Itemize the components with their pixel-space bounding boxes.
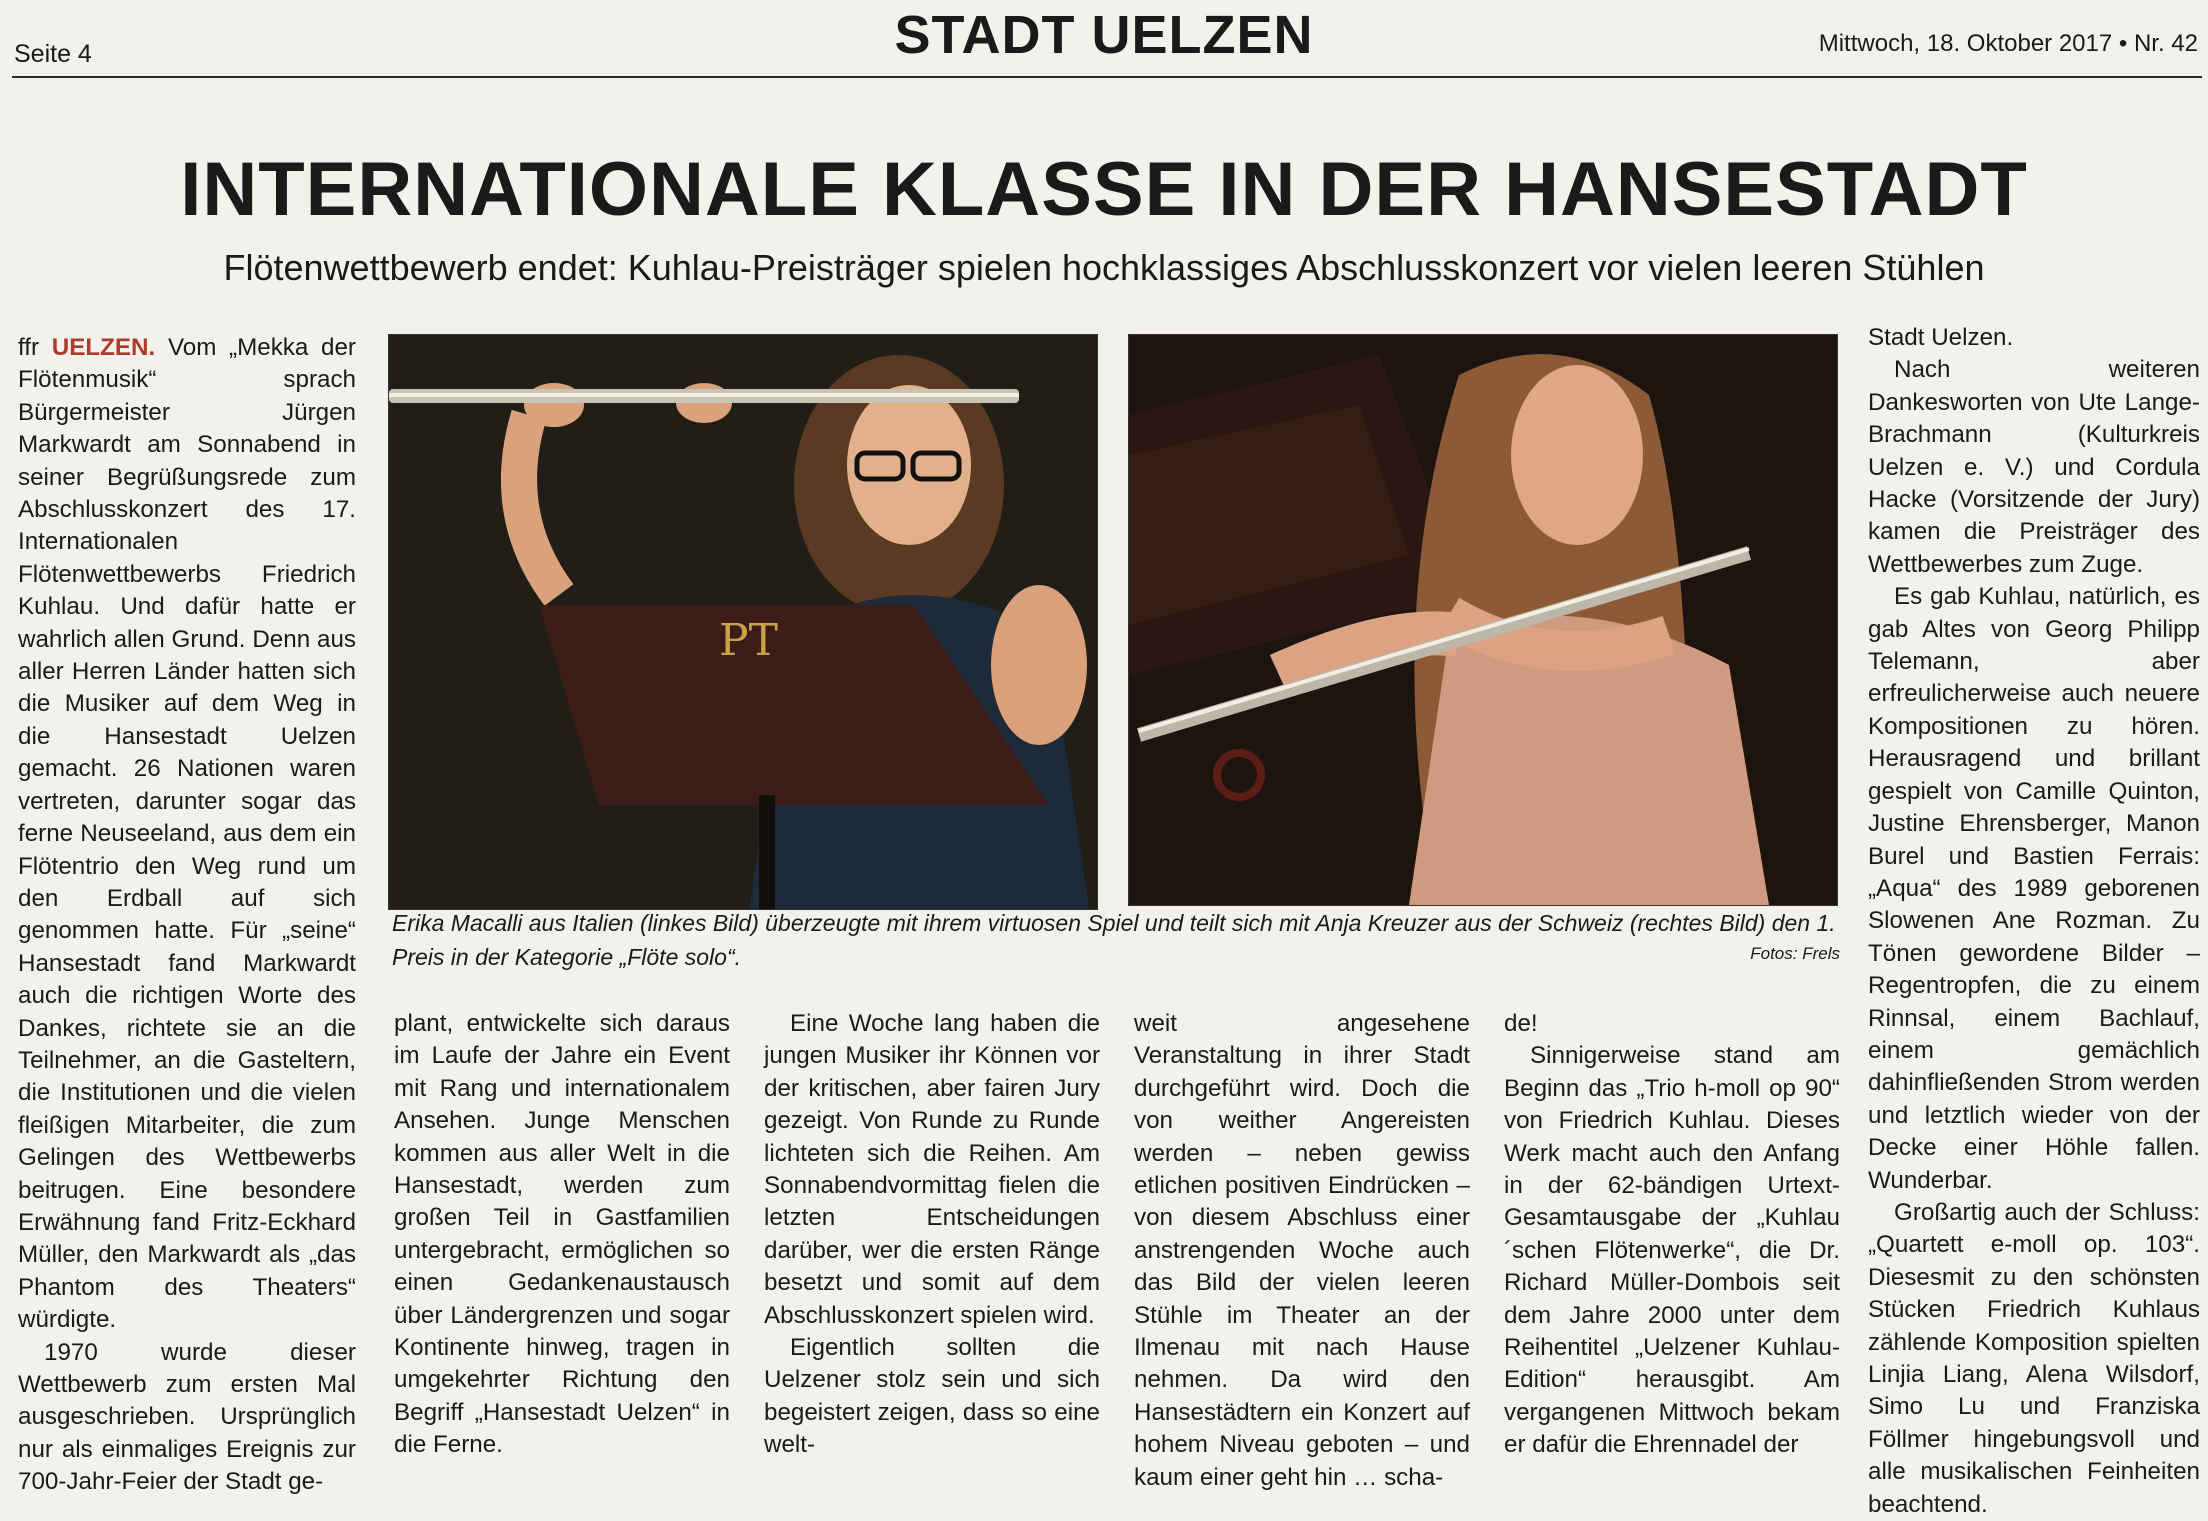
photo-credit: Fotos: Frels <box>1750 944 1840 963</box>
photo-left-erika-macalli <box>388 334 1098 910</box>
paragraph: Eigentlich sollten die Uelzener stolz sein und sich begeistert zeigen, dass so eine welt- <box>764 1334 1100 1459</box>
paragraph: weit angesehene Veranstaltung in ihrer Stadt durchgeführt wird. Doch die von weither Angereisten werden – neben gewiss etlichen positiven Eindrücken – von diesem Abschluss einer anstrengenden Woche auch das Bild der vielen leeren Stühle im Theater an der Ilmenau mit nach Hause nehmen. Da wird den Hansestädtern ein Konzert auf hohem Niveau geboten – und kaum einer geht hin … scha- <box>1134 1010 1470 1491</box>
paragraph: Eine Woche lang haben die jungen Musiker ihr Können vor der kritischen, aber fairen Jury gezeigt. Von Runde zu Runde lichteten sich die Reihen. Am Sonnabendvormittag fielen die letzten Entscheidungen darüber, wer die ersten Ränge besetzt und somit auf dem Abschlusskonzert spielen wird. <box>764 1010 1100 1329</box>
paragraph: Großartig auch der Schluss: „Quartett e-moll op. 103“. Diesesmit zu den schönsten Stücken Friedrich Kuhlaus zählende Komposition spielten Linjia Liang, Alena Wilsdorf, Simo Lu und Franziska Föllmer hingebungsvoll und alle musikalischen Feinheiten beachtend. <box>1868 1198 2200 1518</box>
issue-date: Mittwoch, 18. Oktober 2017 • Nr. 42 <box>1818 30 2198 57</box>
photo-caption: Erika Macalli aus Italien (linkes Bild) überzeugte mit ihrem virtuosen Spiel und teilt sich mit Anja Kreuzer aus der Schweiz (rechtes Bild) den 1. Preis in der Kategorie „Flöte solo“. <box>392 910 1836 970</box>
paragraph: plant, entwickelte sich daraus im Laufe der Jahre ein Event mit Rang und internationalem Ansehen. Junge Menschen kommen aus aller Welt in die Hansestadt, werden zum großen Teil in Gastfamilien untergebracht, ermöglichen so einen Gedankenaustausch über Ländergrenzen und sogar Kontinente hinweg, tragen in umgekehrter Richtung den Begriff „Hansestadt Uelzen“ in die Ferne. <box>394 1010 730 1459</box>
paragraph: Sinnigerweise stand am Beginn das „Trio h-moll op 90“ von Friedrich Kuhlau. Dieses Werk macht auch den Anfang in der 62-bändigen Urtext-Gesamtausgabe der „Kuhlau´schen Flötenwerke“, die Dr. Richard Müller-Dombois seit dem Jahre 2000 unter dem Reihentitel „Uelzener Kuhlau-Edition“ herausgibt. Am vergangenen Mittwoch bekam er dafür die Ehrennadel der <box>1504 1042 1840 1459</box>
svg-text:PT: PT <box>719 615 778 666</box>
column-2 <box>394 1008 730 1462</box>
paragraph: Es gab Kuhlau, natürlich, es gab Altes von Georg Philipp Telemann, aber erfreulicherweise auch neuere Kompositionen zu hören. Herausragend und brillant gespielt von Camille Quinton, Justine Ehrensberger, Manon Burel und Bastien Ferrais: „Aqua“ des 1989 geborenen Slowenen Ane Rozman. Zu Tönen gewordene Bilder – Regentropfen, die zu einem Rinnsal, einem Bachlauf, einem gemächlich dahinfließenden Strom werden und letztlich wieder von der Decke einer Höhle fallen. Wunderbar. <box>1868 583 2200 1194</box>
column-4 <box>1134 1008 1470 1494</box>
column-1 <box>18 332 356 1499</box>
column-3 <box>764 1008 1100 1462</box>
paragraph <box>18 332 356 1337</box>
article-subheadline: Flötenwettbewerb endet: Kuhlau-Preisträger spielen hochklassiges Abschlusskonzert vor vielen leeren Stühlen <box>223 247 1985 288</box>
paragraph: 1970 wurde dieser Wettbewerb zum ersten Mal ausgeschrieben. Ursprünglich nur als einmaliges Ereignis zur 700-Jahr-Feier der Stadt ge- <box>18 1338 356 1496</box>
column-5 <box>1504 1008 1840 1462</box>
paragraph: de! <box>1504 1010 1538 1037</box>
column-6 <box>1868 322 2200 1521</box>
masthead <box>0 0 2208 80</box>
page-number: Seite 4 <box>14 40 92 68</box>
paragraph-text: Vom „Mekka der Flötenmusik“ sprach Bürgermeister Jürgen Markwardt am Sonnabend in seiner Begrüßungsrede zum Abschlusskonzert des 17. Internationalen Flötenwettbewerbs Friedrich Kuhlau. Und dafür hatte er wahrlich allen Grund. Denn aus aller Herren Länder hatten sich die Musiker auf dem Weg in die Hansestadt Uelzen gemacht. 26 Nationen waren vertreten, darunter sogar das ferne Neuseeland, aus dem ein Flötentrio den Weg rund um den Erdball auf sich genommen hatte. Für „seine“ Hansestadt fand Markwardt auch die richtigen Worte des Dankes, richtete sie an die Teilnehmer, an die Gasteltern, die Institutionen und die vielen fleißigen Mitarbeiter, die zum Gelingen des Wettbewerbs beitrugen. Eine besondere Erwähnung fand Fritz-Eckhard Müller, den Markwardt als „das Phantom des Theaters“ würdigte. <box>18 334 356 1334</box>
paragraph: Nach weiteren Dankesworten von Ute Lange-Brachmann (Kulturkreis Uelzen e. V.) und Cordula Hacke (Vorsitzende der Jury) kamen die Preisträger des Wettbewerbes zum Zuge. <box>1868 356 2200 578</box>
author-initials: ffr <box>18 334 40 361</box>
article-headline: INTERNATIONALE KLASSE IN DER HANSESTADT <box>180 147 2028 232</box>
photo-right-anja-kreuzer <box>1128 334 1838 906</box>
paragraph: Stadt Uelzen. <box>1868 324 2014 351</box>
section-title: STADT UELZEN <box>894 5 1314 65</box>
dateline-city: UELZEN. <box>51 334 156 361</box>
masthead-rule <box>12 76 2202 78</box>
